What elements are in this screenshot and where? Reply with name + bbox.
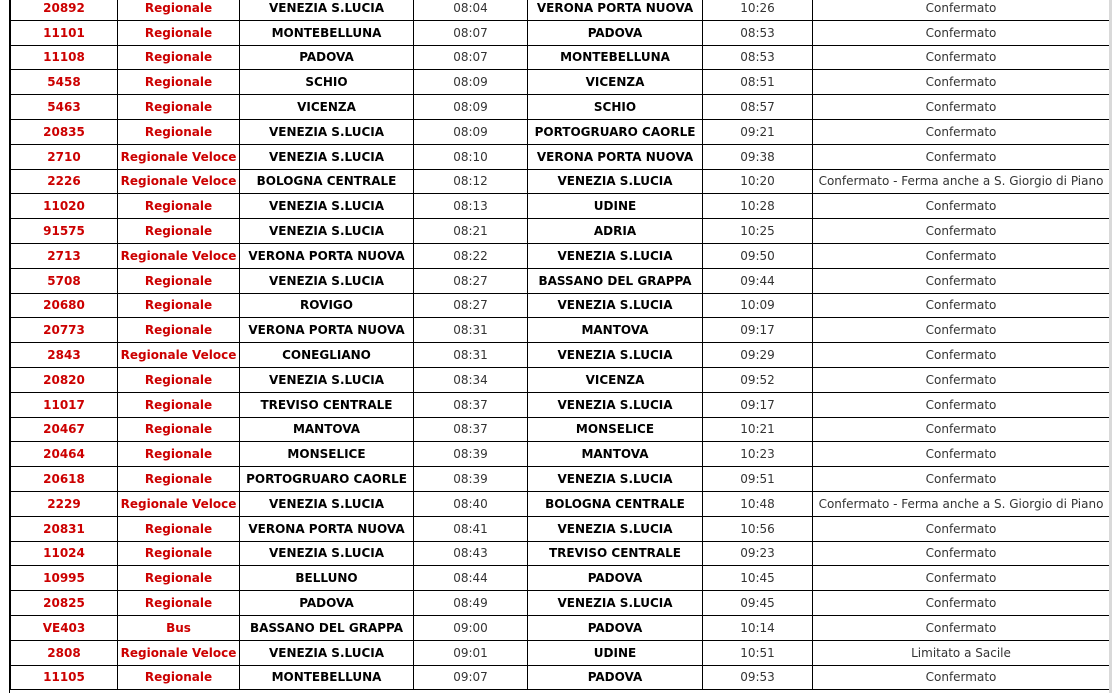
train-status: Confermato: [813, 367, 1110, 392]
destination-station: UDINE: [528, 194, 703, 219]
train-category: Regionale Veloce: [118, 144, 240, 169]
destination-station: VENEZIA S.LUCIA: [528, 591, 703, 616]
table-row: [11, 417, 1110, 442]
origin-station: VERONA PORTA NUOVA: [240, 243, 414, 268]
train-status: Confermato - Ferma anche a S. Giorgio di Piano: [813, 491, 1110, 516]
arrival-time: 10:45: [703, 566, 813, 591]
arrival-time: 10:25: [703, 219, 813, 244]
train-number: 2710: [11, 144, 118, 169]
table-row: [11, 219, 1110, 244]
arrival-time: 10:23: [703, 442, 813, 467]
timetable-body: [11, 0, 1110, 690]
train-category: Regionale Veloce: [118, 640, 240, 665]
table-row: [11, 20, 1110, 45]
table-row: [11, 119, 1110, 144]
arrival-time: 09:23: [703, 541, 813, 566]
destination-station: VENEZIA S.LUCIA: [528, 516, 703, 541]
train-category: Regionale: [118, 367, 240, 392]
train-category: Regionale: [118, 392, 240, 417]
table-row: [11, 194, 1110, 219]
table-row: [11, 442, 1110, 467]
origin-station: VERONA PORTA NUOVA: [240, 516, 414, 541]
train-category: Regionale: [118, 0, 240, 20]
train-status: Confermato: [813, 219, 1110, 244]
table-row: [11, 293, 1110, 318]
train-category: Regionale: [118, 318, 240, 343]
train-category: Regionale Veloce: [118, 243, 240, 268]
departure-time: 08:12: [414, 169, 528, 194]
arrival-time: 09:50: [703, 243, 813, 268]
arrival-time: 09:45: [703, 591, 813, 616]
departure-time: 08:10: [414, 144, 528, 169]
departure-time: 08:04: [414, 0, 528, 20]
train-status: Confermato: [813, 0, 1110, 20]
train-status: Confermato: [813, 243, 1110, 268]
train-status: Confermato: [813, 442, 1110, 467]
train-status: Confermato: [813, 20, 1110, 45]
train-number: 20467: [11, 417, 118, 442]
departure-time: 08:27: [414, 293, 528, 318]
departure-time: 08:43: [414, 541, 528, 566]
origin-station: VENEZIA S.LUCIA: [240, 144, 414, 169]
origin-station: PADOVA: [240, 45, 414, 70]
train-number: 11024: [11, 541, 118, 566]
train-status: Confermato: [813, 591, 1110, 616]
train-status: Limitato a Sacile: [813, 640, 1110, 665]
destination-station: UDINE: [528, 640, 703, 665]
arrival-time: 09:44: [703, 268, 813, 293]
origin-station: VENEZIA S.LUCIA: [240, 194, 414, 219]
arrival-time: 10:56: [703, 516, 813, 541]
table-row: [11, 95, 1110, 120]
origin-station: MANTOVA: [240, 417, 414, 442]
arrival-time: 10:09: [703, 293, 813, 318]
train-category: Regionale: [118, 119, 240, 144]
destination-station: VENEZIA S.LUCIA: [528, 392, 703, 417]
destination-station: VENEZIA S.LUCIA: [528, 343, 703, 368]
origin-station: VENEZIA S.LUCIA: [240, 541, 414, 566]
train-category: Regionale: [118, 516, 240, 541]
table-row: [11, 640, 1110, 665]
origin-station: SCHIO: [240, 70, 414, 95]
arrival-time: 09:52: [703, 367, 813, 392]
departure-time: 09:01: [414, 640, 528, 665]
train-status: Confermato: [813, 615, 1110, 640]
departure-time: 08:49: [414, 591, 528, 616]
departure-time: 08:40: [414, 491, 528, 516]
destination-station: PADOVA: [528, 665, 703, 690]
departure-time: 08:22: [414, 243, 528, 268]
origin-station: MONTEBELLUNA: [240, 20, 414, 45]
arrival-time: 08:53: [703, 20, 813, 45]
table-row: [11, 268, 1110, 293]
arrival-time: 09:17: [703, 318, 813, 343]
train-category: Regionale: [118, 591, 240, 616]
destination-station: VENEZIA S.LUCIA: [528, 243, 703, 268]
destination-station: PADOVA: [528, 615, 703, 640]
train-status: Confermato: [813, 665, 1110, 690]
train-number: 91575: [11, 219, 118, 244]
train-category: Regionale: [118, 417, 240, 442]
arrival-time: 09:38: [703, 144, 813, 169]
train-status: Confermato: [813, 119, 1110, 144]
train-category: Regionale: [118, 45, 240, 70]
train-number: 11017: [11, 392, 118, 417]
departure-time: 08:39: [414, 467, 528, 492]
departure-time: 08:37: [414, 392, 528, 417]
destination-station: BOLOGNA CENTRALE: [528, 491, 703, 516]
train-status: Confermato: [813, 541, 1110, 566]
destination-station: MONSELICE: [528, 417, 703, 442]
train-category: Regionale Veloce: [118, 343, 240, 368]
train-status: Confermato: [813, 293, 1110, 318]
departure-time: 08:09: [414, 119, 528, 144]
train-category: Regionale: [118, 467, 240, 492]
table-row: [11, 318, 1110, 343]
destination-station: VERONA PORTA NUOVA: [528, 144, 703, 169]
origin-station: MONTEBELLUNA: [240, 665, 414, 690]
departure-time: 08:39: [414, 442, 528, 467]
origin-station: ROVIGO: [240, 293, 414, 318]
origin-station: PADOVA: [240, 591, 414, 616]
arrival-time: 10:48: [703, 491, 813, 516]
train-status: Confermato - Ferma anche a S. Giorgio di Piano: [813, 169, 1110, 194]
destination-station: BASSANO DEL GRAPPA: [528, 268, 703, 293]
origin-station: VENEZIA S.LUCIA: [240, 268, 414, 293]
origin-station: VENEZIA S.LUCIA: [240, 219, 414, 244]
left-border: [0, 0, 10, 693]
origin-station: PORTOGRUARO CAORLE: [240, 467, 414, 492]
train-status: Confermato: [813, 318, 1110, 343]
train-status: Confermato: [813, 45, 1110, 70]
arrival-time: 10:14: [703, 615, 813, 640]
train-number: 11108: [11, 45, 118, 70]
train-status: Confermato: [813, 268, 1110, 293]
destination-station: ADRIA: [528, 219, 703, 244]
table-row: [11, 591, 1110, 616]
train-status: Confermato: [813, 467, 1110, 492]
table-row: [11, 392, 1110, 417]
table-row: [11, 343, 1110, 368]
table-row: [11, 144, 1110, 169]
table-row: [11, 243, 1110, 268]
destination-station: VICENZA: [528, 367, 703, 392]
train-status: Confermato: [813, 144, 1110, 169]
departure-time: 08:31: [414, 343, 528, 368]
train-category: Regionale: [118, 70, 240, 95]
arrival-time: 10:21: [703, 417, 813, 442]
train-category: Regionale: [118, 293, 240, 318]
table-row: [11, 169, 1110, 194]
train-status: Confermato: [813, 566, 1110, 591]
origin-station: VERONA PORTA NUOVA: [240, 318, 414, 343]
departure-time: 08:21: [414, 219, 528, 244]
origin-station: VICENZA: [240, 95, 414, 120]
train-status: Confermato: [813, 343, 1110, 368]
train-status: Confermato: [813, 392, 1110, 417]
destination-station: VENEZIA S.LUCIA: [528, 467, 703, 492]
origin-station: BOLOGNA CENTRALE: [240, 169, 414, 194]
table-row: [11, 516, 1110, 541]
destination-station: TREVISO CENTRALE: [528, 541, 703, 566]
train-number: 11101: [11, 20, 118, 45]
train-number: 20773: [11, 318, 118, 343]
train-number: 5463: [11, 95, 118, 120]
train-category: Regionale: [118, 566, 240, 591]
destination-station: VERONA PORTA NUOVA: [528, 0, 703, 20]
departure-time: 08:09: [414, 95, 528, 120]
destination-station: MANTOVA: [528, 318, 703, 343]
departure-time: 08:07: [414, 20, 528, 45]
train-number: 20825: [11, 591, 118, 616]
train-category: Bus: [118, 615, 240, 640]
train-number: 2808: [11, 640, 118, 665]
destination-station: VICENZA: [528, 70, 703, 95]
arrival-time: 10:28: [703, 194, 813, 219]
train-number: 5708: [11, 268, 118, 293]
train-number: 20680: [11, 293, 118, 318]
train-category: Regionale Veloce: [118, 491, 240, 516]
departure-time: 09:07: [414, 665, 528, 690]
arrival-time: 09:51: [703, 467, 813, 492]
departure-time: 08:37: [414, 417, 528, 442]
destination-station: VENEZIA S.LUCIA: [528, 169, 703, 194]
origin-station: VENEZIA S.LUCIA: [240, 0, 414, 20]
train-number: 20835: [11, 119, 118, 144]
table-row: [11, 615, 1110, 640]
train-number: 2229: [11, 491, 118, 516]
arrival-time: 10:51: [703, 640, 813, 665]
arrival-time: 09:53: [703, 665, 813, 690]
destination-station: PADOVA: [528, 20, 703, 45]
departure-time: 08:31: [414, 318, 528, 343]
arrival-time: 10:26: [703, 0, 813, 20]
train-category: Regionale: [118, 194, 240, 219]
arrival-time: 09:29: [703, 343, 813, 368]
departure-time: 09:00: [414, 615, 528, 640]
arrival-time: 08:53: [703, 45, 813, 70]
destination-station: SCHIO: [528, 95, 703, 120]
train-status: Confermato: [813, 516, 1110, 541]
table-row: [11, 70, 1110, 95]
train-number: 11105: [11, 665, 118, 690]
train-number: VE403: [11, 615, 118, 640]
table-row: [11, 0, 1110, 20]
table-row: [11, 665, 1110, 690]
arrival-time: 09:21: [703, 119, 813, 144]
departure-time: 08:27: [414, 268, 528, 293]
train-category: Regionale: [118, 665, 240, 690]
table-row: [11, 467, 1110, 492]
train-number: 5458: [11, 70, 118, 95]
origin-station: BASSANO DEL GRAPPA: [240, 615, 414, 640]
table-row: [11, 367, 1110, 392]
train-category: Regionale: [118, 541, 240, 566]
train-category: Regionale: [118, 268, 240, 293]
arrival-time: 08:51: [703, 70, 813, 95]
departure-time: 08:34: [414, 367, 528, 392]
origin-station: CONEGLIANO: [240, 343, 414, 368]
origin-station: BELLUNO: [240, 566, 414, 591]
train-category: Regionale: [118, 20, 240, 45]
train-status: Confermato: [813, 194, 1110, 219]
arrival-time: 08:57: [703, 95, 813, 120]
departure-time: 08:13: [414, 194, 528, 219]
origin-station: VENEZIA S.LUCIA: [240, 640, 414, 665]
destination-station: PORTOGRUARO CAORLE: [528, 119, 703, 144]
destination-station: MONTEBELLUNA: [528, 45, 703, 70]
train-number: 20464: [11, 442, 118, 467]
destination-station: MANTOVA: [528, 442, 703, 467]
train-category: Regionale Veloce: [118, 169, 240, 194]
table-row: [11, 491, 1110, 516]
train-number: 10995: [11, 566, 118, 591]
table-row: [11, 566, 1110, 591]
origin-station: VENEZIA S.LUCIA: [240, 367, 414, 392]
train-number: 20820: [11, 367, 118, 392]
arrival-time: 10:20: [703, 169, 813, 194]
train-timetable: [10, 0, 1110, 690]
train-status: Confermato: [813, 95, 1110, 120]
train-status: Confermato: [813, 70, 1110, 95]
train-category: Regionale: [118, 219, 240, 244]
origin-station: TREVISO CENTRALE: [240, 392, 414, 417]
destination-station: VENEZIA S.LUCIA: [528, 293, 703, 318]
train-number: 11020: [11, 194, 118, 219]
origin-station: MONSELICE: [240, 442, 414, 467]
table-row: [11, 45, 1110, 70]
arrival-time: 09:17: [703, 392, 813, 417]
destination-station: PADOVA: [528, 566, 703, 591]
departure-time: 08:44: [414, 566, 528, 591]
train-number: 2843: [11, 343, 118, 368]
train-number: 20831: [11, 516, 118, 541]
departure-time: 08:41: [414, 516, 528, 541]
train-number: 2713: [11, 243, 118, 268]
train-number: 20618: [11, 467, 118, 492]
train-category: Regionale: [118, 95, 240, 120]
origin-station: VENEZIA S.LUCIA: [240, 491, 414, 516]
origin-station: VENEZIA S.LUCIA: [240, 119, 414, 144]
departure-time: 08:07: [414, 45, 528, 70]
train-number: 2226: [11, 169, 118, 194]
train-number: 20892: [11, 0, 118, 20]
train-status: Confermato: [813, 417, 1110, 442]
table-row: [11, 541, 1110, 566]
train-category: Regionale: [118, 442, 240, 467]
departure-time: 08:09: [414, 70, 528, 95]
